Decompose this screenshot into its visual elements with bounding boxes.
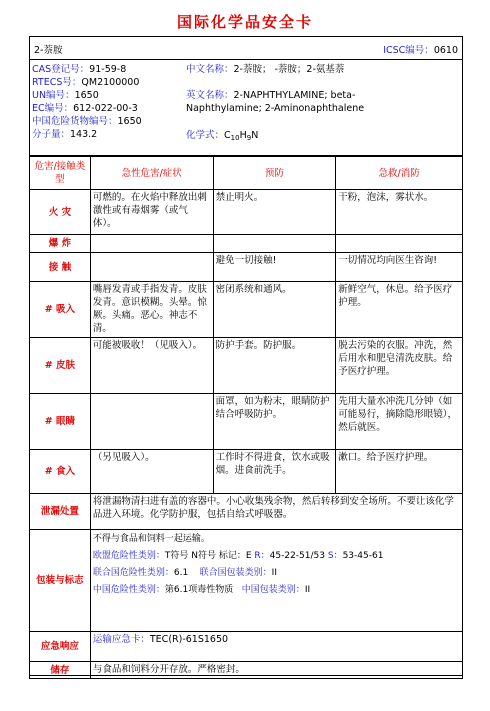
chinese-name: 中文名称：2-萘胺； -萘胺；2-氨基萘 <box>186 64 345 75</box>
english-name-cont: Naphthylamine; 2-Aminonaphthalene <box>186 103 365 114</box>
ec-number: EC编号：612-022-00-3 <box>32 103 138 114</box>
substance-name: 2-萘胺 <box>34 45 63 56</box>
col-header-acute: 急性危害/症状 <box>90 157 213 190</box>
col-header-type: 危害/接触类型 <box>30 157 91 190</box>
storage-text: 与食品和饲料分开存放。严格密封。 <box>90 662 462 679</box>
packaging-row <box>30 530 463 632</box>
card-title: 国际化学品安全卡 <box>176 13 313 31</box>
table-row: # 皮肤 可能被吸收！（见吸入）。 防护手套。防护服。 脱去污染的衣服。冲洗，然后用水和肥皂清洗皮肤。给予医疗护理。 <box>30 338 463 394</box>
card-frame <box>29 36 463 676</box>
cas-number: CAS登记号：91-59-8 <box>32 64 127 75</box>
spill-label: 泄漏处置 <box>30 494 91 530</box>
table-header-row <box>30 157 463 190</box>
table-row: 火 灾 可燃的。在火焰中释放出刺激性或有毒烟雾（或气体）。 禁止明火。 干粉，泡沫，雾状水。 <box>30 190 463 235</box>
icsc-number: ICSC编号：0610 <box>383 45 458 56</box>
hazard-table <box>29 156 463 679</box>
spill-text: 将泄漏物清扫进有盖的容器中。小心收集残余物，然后转移到安全场所。不要让该化学品进入环境。化学防护服，包括自给式呼吸器。 <box>90 494 462 530</box>
table-row: # 眼睛 面罩，如为粉末，眼睛防护结合呼吸防护。 先用大量水冲洗几分钟（如可能易行，摘除隐形眼镜），然后就医。 <box>30 394 463 450</box>
storage-label: 储存 <box>30 662 91 679</box>
identifiers-block <box>30 60 462 156</box>
spill-row <box>30 494 463 530</box>
emergency-text: 运输应急卡：TEC(R)-61S1650 <box>90 632 462 662</box>
col-header-firstaid: 急救/消防 <box>336 157 463 190</box>
col-header-prevent: 预防 <box>213 157 336 190</box>
table-row: 接 触 避免一切接触! 一切情况均向医生咨询! <box>30 253 463 282</box>
rtecs-number: RTECS号：QM2100000 <box>32 77 140 88</box>
cn-hazard-number: 中国危险货物编号：1650 <box>32 116 142 127</box>
table-row: # 吸入 嘴唇发青或手指发青。皮肤发青。意识模糊。头晕。惊厥。头痛。恶心。神志不清。 密闭系统和通风。 新鲜空气，休息。给予医疗护理。 <box>30 282 463 338</box>
emergency-label: 应急响应 <box>30 632 91 662</box>
un-number: UN编号：1650 <box>32 90 99 101</box>
packaging-label: 包装与标志 <box>30 530 91 632</box>
molecular-weight: 分子量：143.2 <box>32 129 98 140</box>
table-row: # 食入 （另见吸入）。 工作时不得进食，饮水或吸烟。进食前洗手。 漱口。给予医疗护理。 <box>30 450 463 494</box>
table-row: 爆 炸 <box>30 235 463 253</box>
emergency-row <box>30 632 463 662</box>
storage-row <box>30 662 463 679</box>
packaging-text: 不得与食品和饲料一起运输。 欧盟危险性类别：T符号 N符号 标记：E R：45-22-51/53 S：53-45-61 联合国危险性类别：6.1 联合国包装类别：II 中国危险性类别：第6.1项毒性物质 中国包装类别：II <box>90 530 462 632</box>
chemical-formula: 化学式：$C_{10}H_9N$ <box>186 130 259 142</box>
english-name: 英文名称：2-NAPHTHYLAMINE; beta- <box>186 90 356 101</box>
header-row <box>30 37 462 60</box>
